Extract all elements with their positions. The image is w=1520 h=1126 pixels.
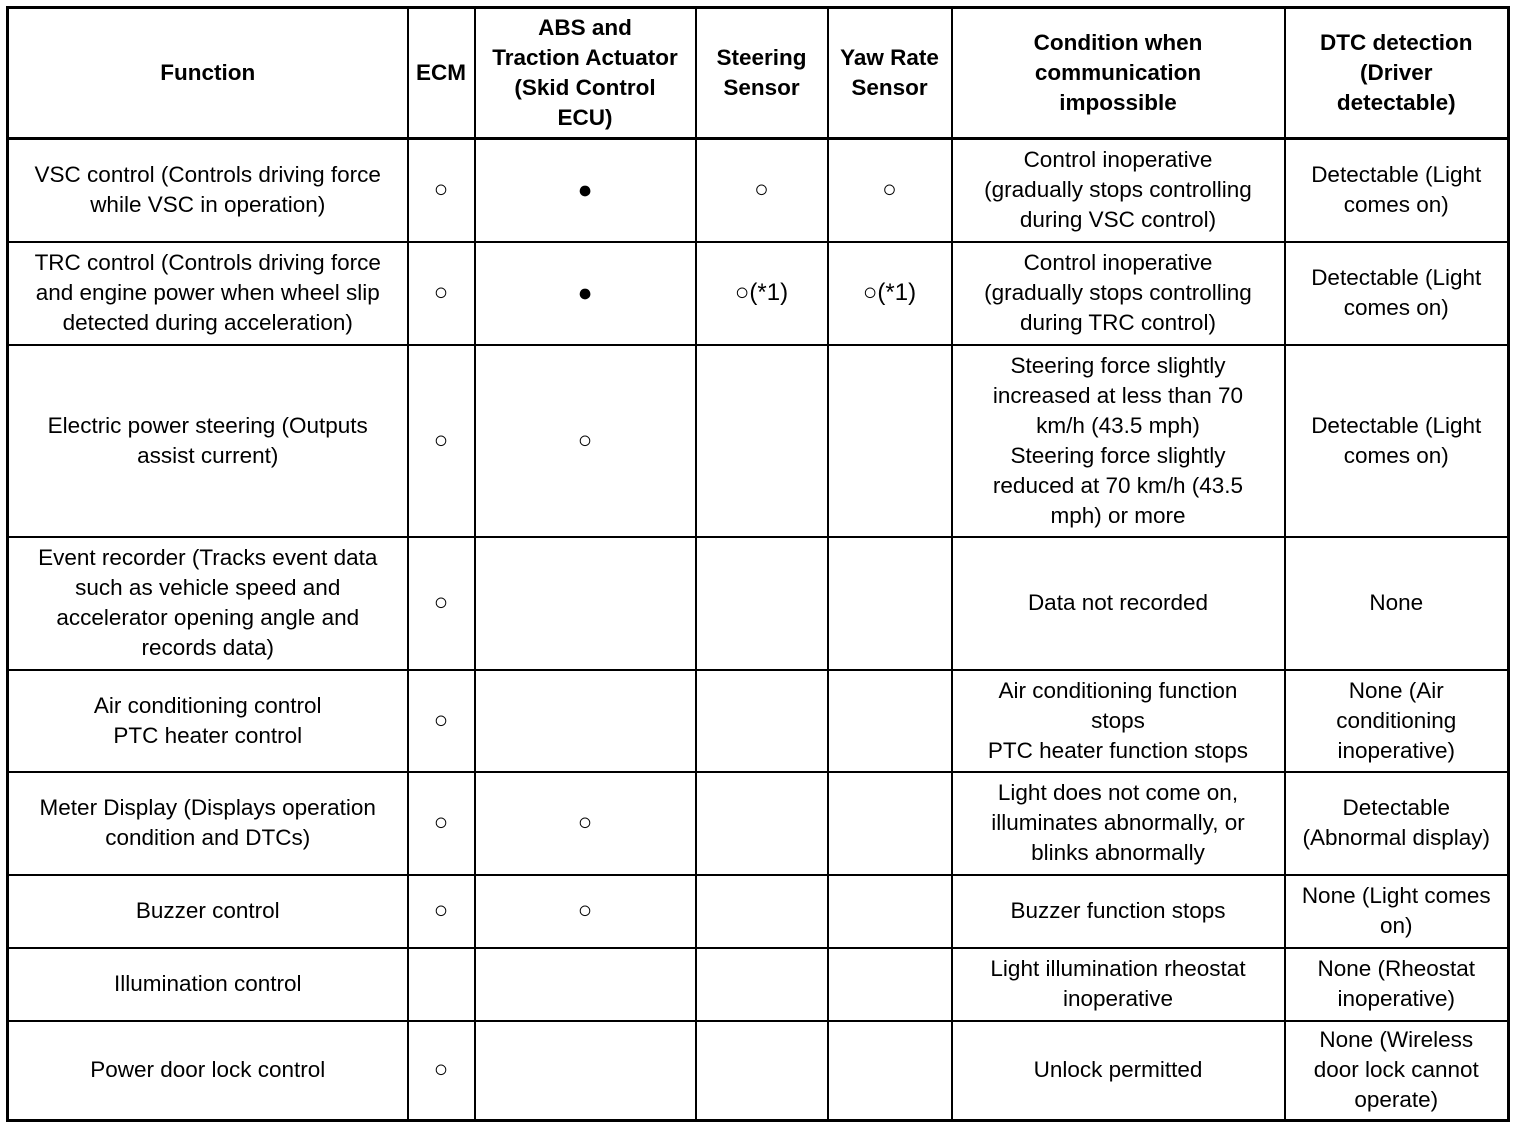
table-row bbox=[8, 1021, 1509, 1121]
dtc-cell: Detectable (Light comes on) bbox=[1285, 345, 1509, 537]
header-yaw-rate-sensor: Yaw Rate Sensor bbox=[828, 8, 952, 139]
header-condition: Condition when communication impossible bbox=[952, 8, 1285, 139]
table-row bbox=[8, 537, 1509, 670]
table-row bbox=[8, 772, 1509, 875]
table-row bbox=[8, 345, 1509, 537]
ecm-mark: ○ bbox=[408, 670, 475, 772]
steering-mark: ○ bbox=[696, 139, 828, 242]
function-cell: Electric power steering (Outputs assist current) bbox=[8, 345, 408, 537]
condition-cell: Control inoperative (gradually stops controlling during TRC control) bbox=[952, 242, 1285, 345]
dtc-cell: None (Rheostat inoperative) bbox=[1285, 948, 1509, 1021]
yaw-mark bbox=[828, 875, 952, 948]
ecm-mark bbox=[408, 948, 475, 1021]
dtc-cell: None bbox=[1285, 537, 1509, 670]
yaw-mark: ○ bbox=[828, 139, 952, 242]
ecm-mark: ○ bbox=[408, 537, 475, 670]
table-row bbox=[8, 875, 1509, 948]
dtc-cell: None (Air conditioning inoperative) bbox=[1285, 670, 1509, 772]
dtc-cell: Detectable (Light comes on) bbox=[1285, 139, 1509, 242]
header-ecm: ECM bbox=[408, 8, 475, 139]
condition-cell: Data not recorded bbox=[952, 537, 1285, 670]
abs-mark: ● bbox=[475, 242, 696, 345]
condition-cell: Light illumination rheostat inoperative bbox=[952, 948, 1285, 1021]
table-row bbox=[8, 139, 1509, 242]
steering-mark bbox=[696, 875, 828, 948]
dtc-cell: None (Wireless door lock cannot operate) bbox=[1285, 1021, 1509, 1121]
function-cell: TRC control (Controls driving force and engine power when wheel slip detected during acceleration) bbox=[8, 242, 408, 345]
condition-cell: Buzzer function stops bbox=[952, 875, 1285, 948]
abs-mark: ○ bbox=[475, 875, 696, 948]
ecm-mark: ○ bbox=[408, 772, 475, 875]
ecm-mark: ○ bbox=[408, 1021, 475, 1121]
steering-mark: ○(*1) bbox=[696, 242, 828, 345]
header-dtc-detection: DTC detection (Driver detectable) bbox=[1285, 8, 1509, 139]
condition-cell: Air conditioning function stops PTC heater function stops bbox=[952, 670, 1285, 772]
yaw-mark bbox=[828, 1021, 952, 1121]
ecm-mark: ○ bbox=[408, 345, 475, 537]
table-row bbox=[8, 670, 1509, 772]
dtc-cell: Detectable (Light comes on) bbox=[1285, 242, 1509, 345]
abs-mark: ● bbox=[475, 139, 696, 242]
yaw-mark bbox=[828, 537, 952, 670]
ecm-mark: ○ bbox=[408, 139, 475, 242]
steering-mark bbox=[696, 345, 828, 537]
function-cell: Buzzer control bbox=[8, 875, 408, 948]
steering-mark bbox=[696, 537, 828, 670]
abs-mark: ○ bbox=[475, 345, 696, 537]
condition-cell: Steering force slightly increased at less than 70 km/h (43.5 mph) Steering force slightly reduced at 70 km/h (43.5 mph) or more bbox=[952, 345, 1285, 537]
function-cell: VSC control (Controls driving force while VSC in operation) bbox=[8, 139, 408, 242]
yaw-mark bbox=[828, 772, 952, 875]
ecm-mark: ○ bbox=[408, 875, 475, 948]
abs-mark bbox=[475, 537, 696, 670]
function-cell: Illumination control bbox=[8, 948, 408, 1021]
condition-cell: Light does not come on, illuminates abnormally, or blinks abnormally bbox=[952, 772, 1285, 875]
communication-function-table bbox=[6, 6, 1510, 1122]
header-row bbox=[8, 8, 1509, 139]
table-row bbox=[8, 242, 1509, 345]
function-cell: Air conditioning control PTC heater control bbox=[8, 670, 408, 772]
yaw-mark bbox=[828, 345, 952, 537]
table-row bbox=[8, 948, 1509, 1021]
header-steering-sensor: Steering Sensor bbox=[696, 8, 828, 139]
condition-cell: Control inoperative (gradually stops controlling during VSC control) bbox=[952, 139, 1285, 242]
function-cell: Meter Display (Displays operation condition and DTCs) bbox=[8, 772, 408, 875]
yaw-mark bbox=[828, 948, 952, 1021]
header-function: Function bbox=[8, 8, 408, 139]
steering-mark bbox=[696, 1021, 828, 1121]
abs-mark: ○ bbox=[475, 772, 696, 875]
abs-mark bbox=[475, 948, 696, 1021]
abs-mark bbox=[475, 670, 696, 772]
dtc-cell: Detectable (Abnormal display) bbox=[1285, 772, 1509, 875]
steering-mark bbox=[696, 772, 828, 875]
ecm-mark: ○ bbox=[408, 242, 475, 345]
condition-cell: Unlock permitted bbox=[952, 1021, 1285, 1121]
function-cell: Event recorder (Tracks event data such as vehicle speed and accelerator opening angle and records data) bbox=[8, 537, 408, 670]
steering-mark bbox=[696, 670, 828, 772]
yaw-mark: ○(*1) bbox=[828, 242, 952, 345]
yaw-mark bbox=[828, 670, 952, 772]
steering-mark bbox=[696, 948, 828, 1021]
dtc-cell: None (Light comes on) bbox=[1285, 875, 1509, 948]
abs-mark bbox=[475, 1021, 696, 1121]
function-cell: Power door lock control bbox=[8, 1021, 408, 1121]
header-abs-traction-actuator: ABS and Traction Actuator (Skid Control ECU) bbox=[475, 8, 696, 139]
